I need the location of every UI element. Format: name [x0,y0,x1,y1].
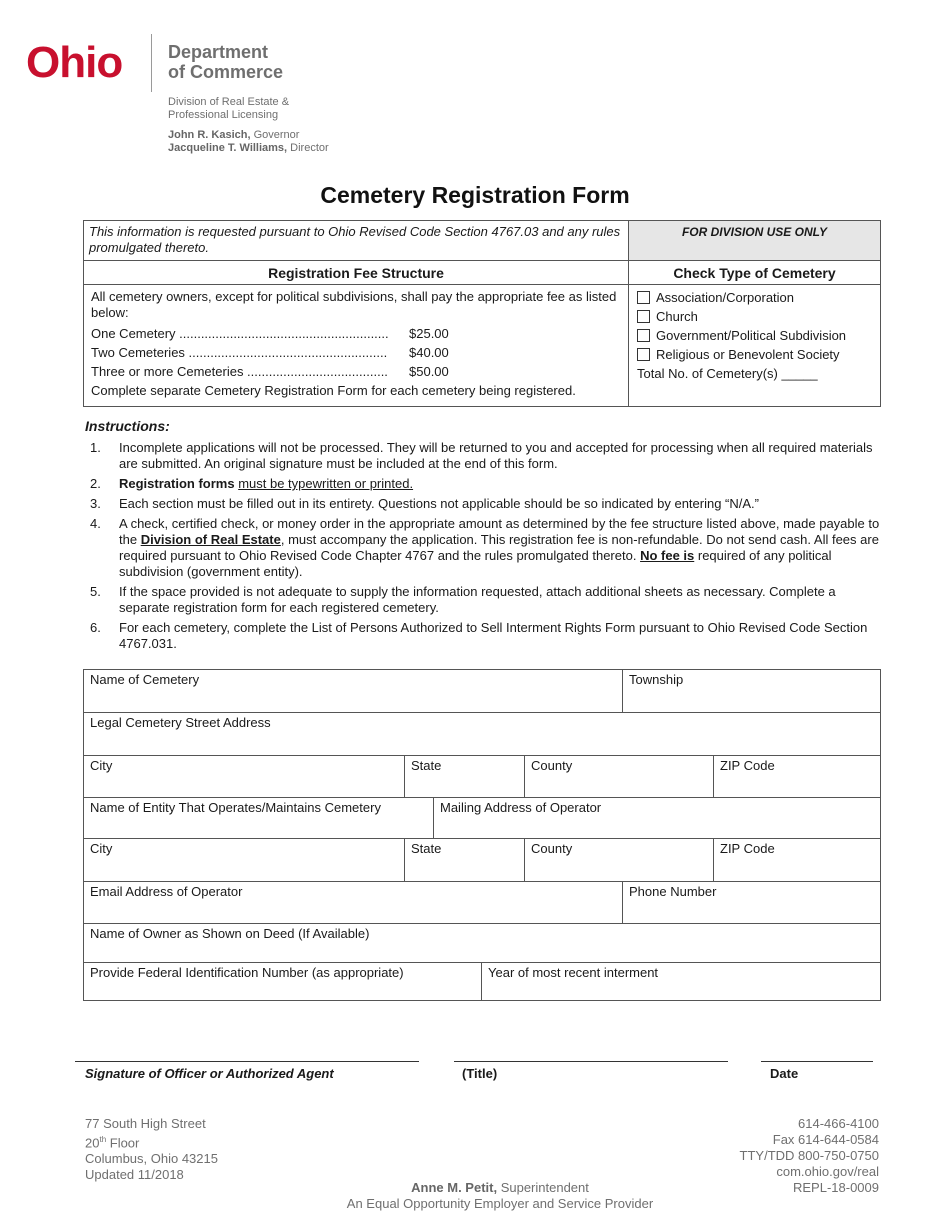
instruction-underlined: must be typewritten or printed. [238,476,414,491]
superintendent-line [0,1180,950,1196]
superintendent-title: Superintendent [497,1180,589,1195]
floor-suffix: th [99,1135,107,1144]
religious-checkbox[interactable] [637,348,650,361]
church-checkbox[interactable] [637,310,650,323]
fee-structure-body [84,285,629,406]
department-line-2: of Commerce [168,62,284,82]
operator-county-field[interactable]: County [525,839,714,881]
fee-amount: $40.00 [409,345,449,360]
no-fee-emphasis: No fee is [640,548,695,563]
officials [168,129,329,155]
tty-number: TTY/TDD 800-750-0750 [739,1148,879,1163]
fee-label: Two Cemeteries ....................................................... [91,345,388,360]
email-field[interactable]: Email Address of Operator [84,882,623,923]
fee-structure-heading: Registration Fee Structure [84,261,629,284]
field-row [84,713,880,756]
pursuant-statement: This information is requested pursuant to Ohio Revised Code Section 4767.03 and any rules promulgated thereto. [84,221,629,260]
floor-number: 20 [85,1135,100,1151]
type-option-label: Religious or Benevolent Society [656,347,840,362]
info-row-body [84,285,880,406]
field-row [84,882,880,924]
fee-note: Complete separate Cemetery Registration Form for each cemetery being registered. [91,383,576,398]
type-option-label: Association/Corporation [656,290,795,305]
zip-code-field[interactable]: ZIP Code [720,758,775,773]
federal-id-field[interactable]: Provide Federal Identification Number (as appropriate) [84,963,482,1000]
state-field[interactable]: State [405,756,525,797]
type-option-label: Government/Political Subdivision [656,328,847,343]
instructions-title: Instructions: [85,418,170,434]
title-line[interactable] [454,1061,728,1062]
footer-address [85,1116,218,1183]
cemetery-type-options [629,285,880,406]
form-title: Cemetery Registration Form [320,182,630,208]
instruction-text [119,516,880,580]
ohio-logo: Ohio [26,38,123,87]
field-row [84,670,880,713]
instruction-item [90,476,880,492]
updated-date: Updated 11/2018 [85,1167,184,1183]
division-line-2: Professional Licensing [168,109,279,121]
instruction-number: 2. [90,476,101,491]
instruction-number: 1. [90,440,101,455]
fax-number: Fax 614-644-0584 [772,1132,879,1147]
info-row-pursuant [84,221,880,261]
city-field[interactable]: City [84,756,405,797]
operator-zip-field[interactable]: ZIP Code [720,841,775,856]
director-line [168,142,329,155]
phone-field[interactable]: Phone Number [629,884,717,899]
equal-opportunity-statement: An Equal Opportunity Employer and Service Provider [346,1196,654,1211]
instruction-number: 5. [90,584,101,599]
instruction-part: , must accompany the application. This registration fee is non-refundable. Do not send cash. All fees are required pursuant to Ohio Revised Code Chapter 4767 and the rules promulgated thereto. [119,532,879,563]
governor-line [168,129,329,142]
address-line: Columbus, Ohio 43215 [85,1151,218,1167]
footer-center [0,1180,950,1212]
logo-divider [151,34,152,92]
field-row [84,839,880,882]
fee-amount: $25.00 [409,326,449,341]
signature-label: Signature of Officer or Authorized Agent [85,1066,334,1081]
registration-fields [83,669,881,1001]
department-name [168,42,283,82]
field-row [84,798,880,839]
fee-label: Three or more Cemeteries ....................................... [91,364,388,379]
phone-number: 614-466-4100 [798,1116,879,1131]
field-row [84,924,880,963]
division-line-1: Division of Real Estate & [168,96,290,108]
instruction-bold: Registration forms [119,476,235,491]
operator-entity-field[interactable]: Name of Entity That Operates/Maintains Cemetery [84,798,434,838]
instruction-text: If the space provided is not adequate to supply the information requested, attach additional sheets as necessary. Complete a separate registration form for each registered cemetery. [119,584,836,615]
superintendent-name: Anne M. Petit, [411,1180,498,1195]
legal-address-field[interactable]: Legal Cemetery Street Address [90,715,271,730]
director-name: Jacqueline T. Williams, [168,142,288,154]
department-line-1: Department [168,42,269,62]
operator-state-field[interactable]: State [405,839,525,881]
instruction-text: Incomplete applications will not be processed. They will be returned to you and accepted for processing when all required materials are submitted. An original signature must be included at the end of this form. [119,440,873,471]
instruction-text: For each cemetery, complete the List of Persons Authorized to Sell Interment Rights Form pursuant to Ohio Revised Code Section 4767.031. [119,620,868,651]
fee-amount: $50.00 [409,364,449,379]
name-of-cemetery-field[interactable]: Name of Cemetery [84,670,623,712]
type-option-religious [637,345,872,364]
division-use-only: FOR DIVISION USE ONLY [629,221,880,260]
cemetery-type-heading: Check Type of Cemetery [673,265,836,281]
floor-label: Floor [106,1135,140,1151]
recent-interment-year-field[interactable]: Year of most recent interment [488,965,659,980]
fee-line [91,343,621,362]
total-cemeteries-field[interactable]: Total No. of Cemetery(s) _____ [637,366,818,381]
instruction-item [90,620,880,652]
date-line[interactable] [761,1061,873,1062]
instruction-number: 3. [90,496,101,511]
governor-name: John R. Kasich, [168,129,251,141]
type-option-label: Church [656,309,698,324]
instruction-item [90,496,880,512]
division-name [168,96,289,122]
government-checkbox[interactable] [637,329,650,342]
field-row [84,963,880,1000]
address-line [85,1132,218,1151]
info-table [83,220,881,407]
division-of-real-estate: Division of Real Estate [140,532,281,547]
instruction-item [90,516,880,580]
signature-line[interactable] [75,1061,419,1062]
fee-label: One Cemetery .......................................................... [91,326,389,341]
mailing-address-field[interactable]: Mailing Address of Operator [440,800,602,815]
instruction-text [119,476,880,492]
operator-city-field[interactable]: City [84,839,405,881]
type-option-church [637,307,872,326]
county-field[interactable]: County [525,756,714,797]
instruction-part: A check, certified check, or money order in the appropriate amount as determined by the fee structure listed above, made payable to the [119,516,880,547]
type-option-government [637,326,872,345]
title-label: (Title) [462,1066,498,1081]
governor-title: Governor [250,129,300,141]
instruction-number: 4. [90,516,101,531]
township-field[interactable]: Township [629,672,684,687]
instructions-list [90,440,880,656]
fee-intro: All cemetery owners, except for political subdivisions, shall pay the appropriate fee as listed below: [91,289,617,320]
instruction-part: required of any political subdivision (government entity). [119,548,832,579]
info-row-headings [84,261,880,285]
address-line: 77 South High Street [85,1116,206,1131]
association-checkbox[interactable] [637,291,650,304]
instruction-item [90,440,880,472]
date-label: Date [770,1066,799,1081]
owner-name-field[interactable]: Name of Owner as Shown on Deed (If Available) [90,926,370,941]
instruction-number: 6. [90,620,101,635]
field-row [84,756,880,798]
instruction-item [90,584,880,616]
form-id: REPL-18-0009 [793,1180,879,1195]
instruction-text: Each section must be filled out in its entirety. Questions not applicable should be so indicated by entering “N/A.” [119,496,760,511]
fee-line [91,324,621,343]
fee-line [91,362,621,381]
type-option-association [637,288,872,307]
director-title: Director [287,142,329,154]
website-link[interactable]: com.ohio.gov/real [776,1164,879,1179]
